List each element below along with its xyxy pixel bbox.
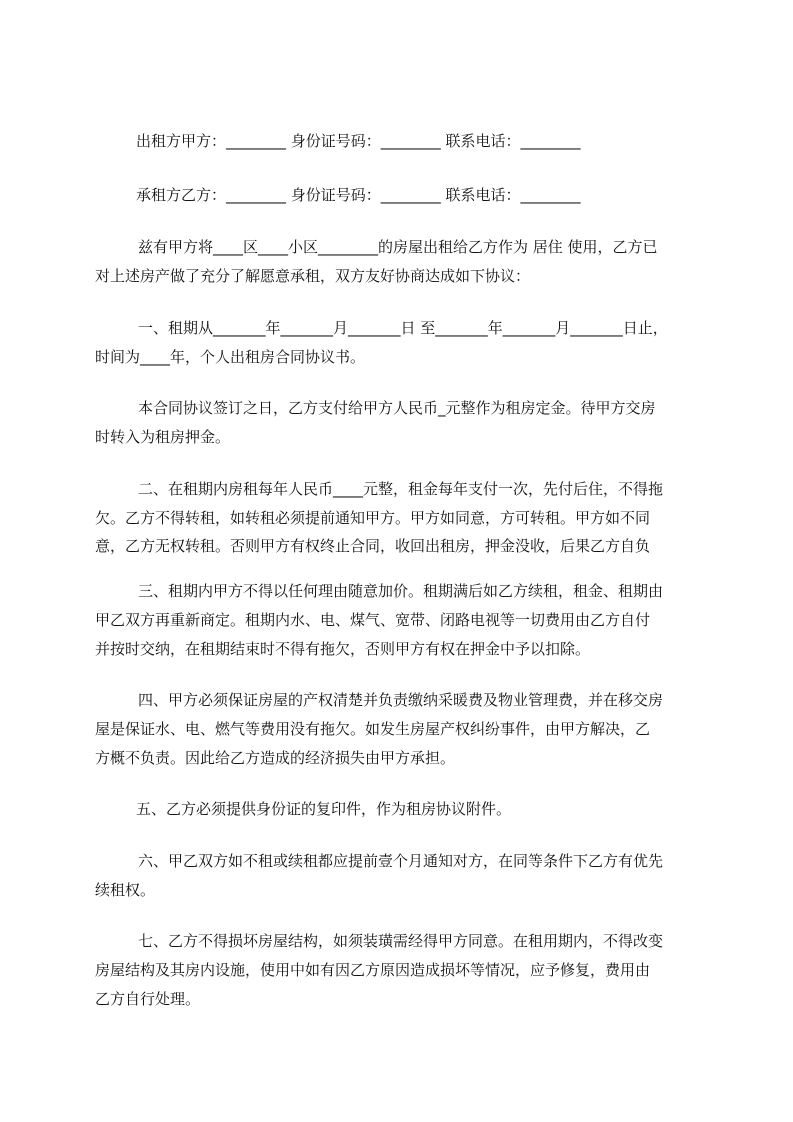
clause-3-line-1: 三、租期内甲方不得以任何理由随意加价。租期满后如乙方续租，租金、租期由 — [138, 582, 664, 600]
clause-1-line-2: 时间为____年，个人出租房合同协议书。 — [95, 348, 366, 366]
clause-7-line-3: 乙方自行处理。 — [95, 990, 201, 1008]
clause-4-line-1: 四、甲方必须保证房屋的产权清楚并负责缴纳采暖费及物业管理费，并在移交房 — [138, 691, 664, 709]
clause-6-line-1: 六、甲乙双方如不租或续租都应提前壹个月通知对方，在同等条件下乙方有优先 — [138, 852, 664, 870]
clause-2-line-2: 欠。乙方不得转租，如转租必须提前通知甲方。甲方如同意，方可转租。甲方如不同 — [95, 509, 651, 527]
deposit-line-2: 时转入为租房押金。 — [95, 428, 231, 446]
clause-5-line-1: 五、乙方必须提供身份证的复印件，作为租房协议附件。 — [136, 800, 512, 818]
clause-7-line-2: 房屋结构及其房内设施，使用中如有因乙方原因造成损坏等情况，应予修复，费用由 — [95, 961, 651, 979]
intro-line-1: 兹有甲方将____区____小区________的房屋出租给乙方作为 居住 使用，乙方已 — [138, 238, 658, 256]
clause-3-line-3: 并按时交纳，在租期结束时不得有拖欠，否则甲方有权在押金中予以扣除。 — [95, 640, 591, 658]
clause-6-line-2: 续租权。 — [95, 881, 156, 899]
clause-1-line-1: 一、租期从_______年_______月_______日 至_______年_______月_______日止， — [138, 319, 668, 337]
party-b-line: 承租方乙方：________ 身份证号码：________ 联系电话：________ — [136, 186, 581, 204]
clause-4-line-2: 屋是保证水、电、燃气等费用没有拖欠。如发生房屋产权纠纷事件，由甲方解决，乙 — [95, 720, 651, 738]
clause-4-line-3: 方概不负责。因此给乙方造成的经济损失由甲方承担。 — [95, 749, 456, 767]
intro-line-2: 对上述房产做了充分了解愿意承租，双方友好协商达成如下协议： — [95, 267, 531, 285]
clause-7-line-1: 七、乙方不得损坏房屋结构，如须装璜需经得甲方同意。在租用期内，不得改变 — [138, 932, 664, 950]
clause-2-line-3: 意，乙方无权转租。否则甲方有权终止合同，收回出租房，押金没收，后果乙方自负 — [95, 537, 651, 555]
party-a-line: 出租方甲方：________ 身份证号码：________ 联系电话：________ — [136, 132, 581, 150]
clause-3-line-2: 甲乙双方再重新商定。租期内水、电、煤气、宽带、闭路电视等一切费用由乙方自付 — [95, 611, 651, 629]
deposit-line-1: 本合同协议签订之日，乙方支付给甲方人民币_元整作为租房定金。待甲方交房 — [138, 399, 656, 417]
clause-2-line-1: 二、在租期内房租每年人民币____元整，租金每年支付一次，先付后住，不得拖 — [138, 480, 664, 498]
